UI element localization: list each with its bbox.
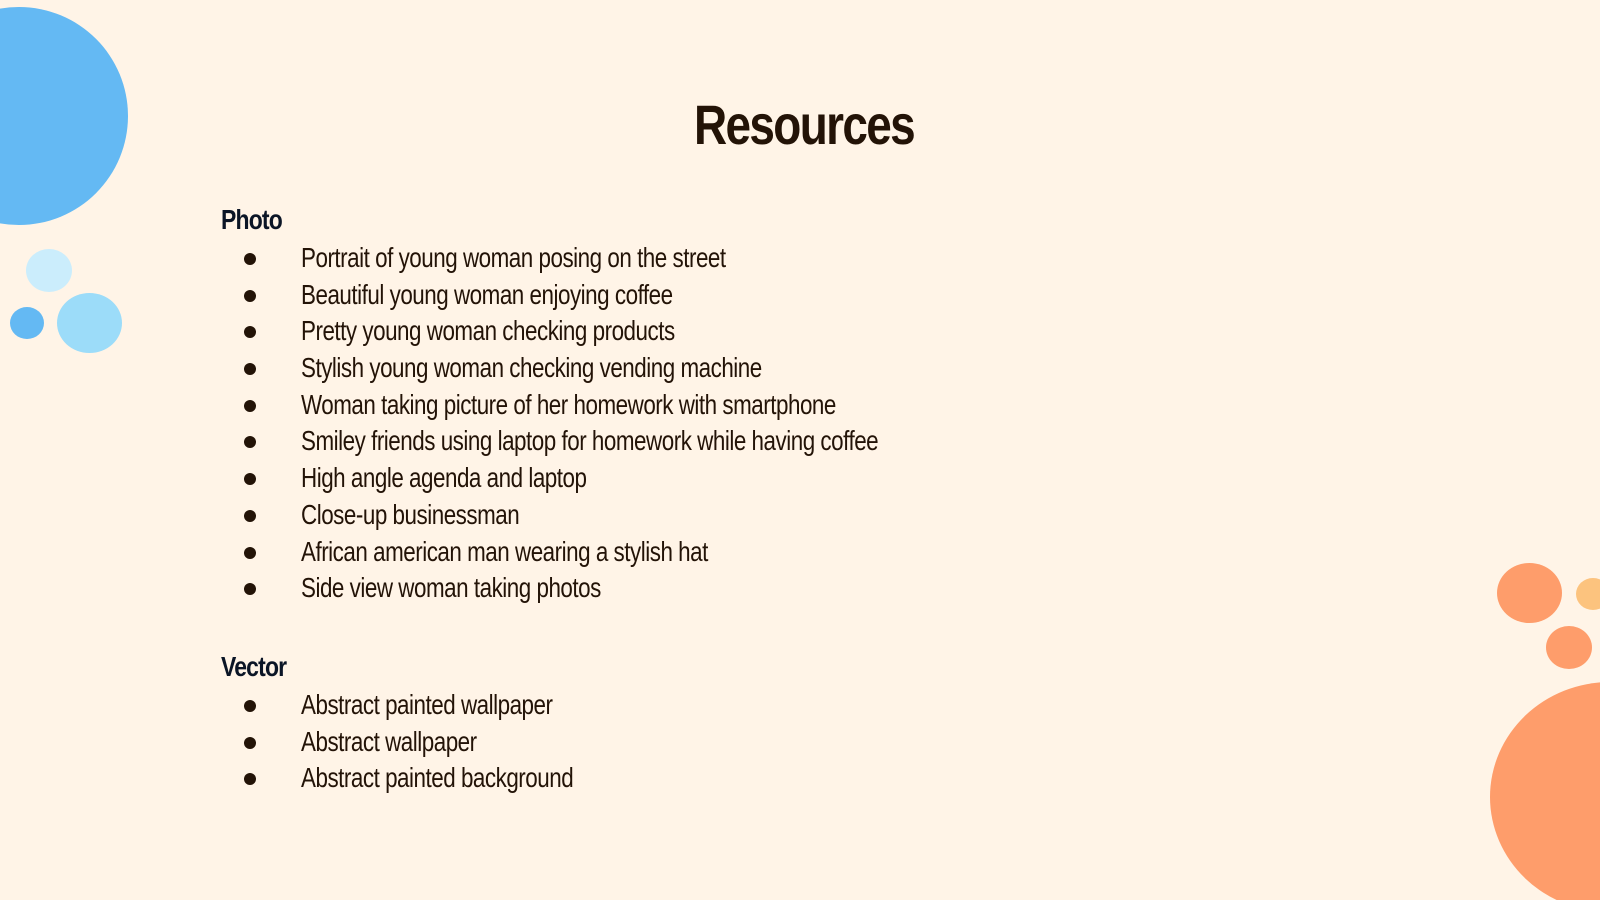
list-item — [221, 570, 601, 607]
bullet-icon — [244, 700, 256, 712]
bullet-icon — [244, 436, 256, 448]
section-vector — [221, 647, 574, 797]
list-item-text: Beautiful young woman enjoying coffee — [301, 278, 673, 310]
list-item-text: High angle agenda and laptop — [301, 462, 587, 494]
bullet-icon — [244, 737, 256, 749]
bullet-icon — [244, 547, 256, 559]
bullet-icon — [244, 583, 256, 595]
vector-list — [221, 687, 574, 797]
decorative-blob-orange-large — [1490, 682, 1600, 900]
decorative-blob-orange-medium — [1497, 563, 1562, 623]
list-item — [221, 724, 477, 761]
list-item-text: Woman taking picture of her homework with smartphone — [301, 388, 836, 420]
photo-list — [221, 240, 879, 607]
section-heading-vector: Vector — [221, 651, 287, 682]
decorative-blob-orange-light — [1576, 578, 1600, 610]
list-item — [221, 240, 726, 277]
bullet-icon — [244, 773, 256, 785]
decorative-blob-light-blue — [57, 293, 122, 353]
list-item-text: Stylish young woman checking vending machine — [301, 352, 762, 384]
bullet-icon — [244, 253, 256, 265]
section-photo — [221, 200, 879, 607]
list-item-text: Pretty young woman checking products — [301, 315, 675, 347]
list-item — [221, 423, 879, 460]
list-item — [221, 350, 762, 387]
list-item — [221, 313, 675, 350]
bullet-icon — [244, 326, 256, 338]
bullet-icon — [244, 363, 256, 375]
list-item-text: Abstract painted wallpaper — [301, 689, 553, 720]
list-item-text: Close-up businessman — [301, 498, 520, 530]
slide-title: Resources — [693, 93, 915, 156]
bullet-icon — [244, 510, 256, 522]
bullet-icon — [244, 400, 256, 412]
list-item-text: Abstract painted background — [301, 762, 574, 794]
bullet-icon — [244, 290, 256, 302]
list-item — [221, 387, 836, 424]
list-item — [221, 460, 587, 497]
list-item — [221, 760, 574, 797]
section-heading-photo: Photo — [221, 204, 282, 235]
bullet-icon — [244, 473, 256, 485]
list-item — [221, 687, 553, 724]
decorative-blob-pale-blue — [26, 249, 72, 292]
list-item — [221, 497, 520, 534]
list-item-text: Portrait of young woman posing on the street — [301, 242, 726, 273]
decorative-blob-small-blue — [10, 307, 44, 339]
decorative-blob-orange-small — [1546, 626, 1592, 669]
decorative-blob-large-blue — [0, 7, 128, 225]
list-item-text: Side view woman taking photos — [301, 572, 601, 604]
list-item-text: Smiley friends using laptop for homework while having coffee — [301, 425, 879, 457]
list-item-text: Abstract wallpaper — [301, 725, 477, 757]
list-item — [221, 277, 673, 314]
list-item — [221, 534, 708, 571]
list-item-text: African american man wearing a stylish hat — [301, 535, 708, 567]
